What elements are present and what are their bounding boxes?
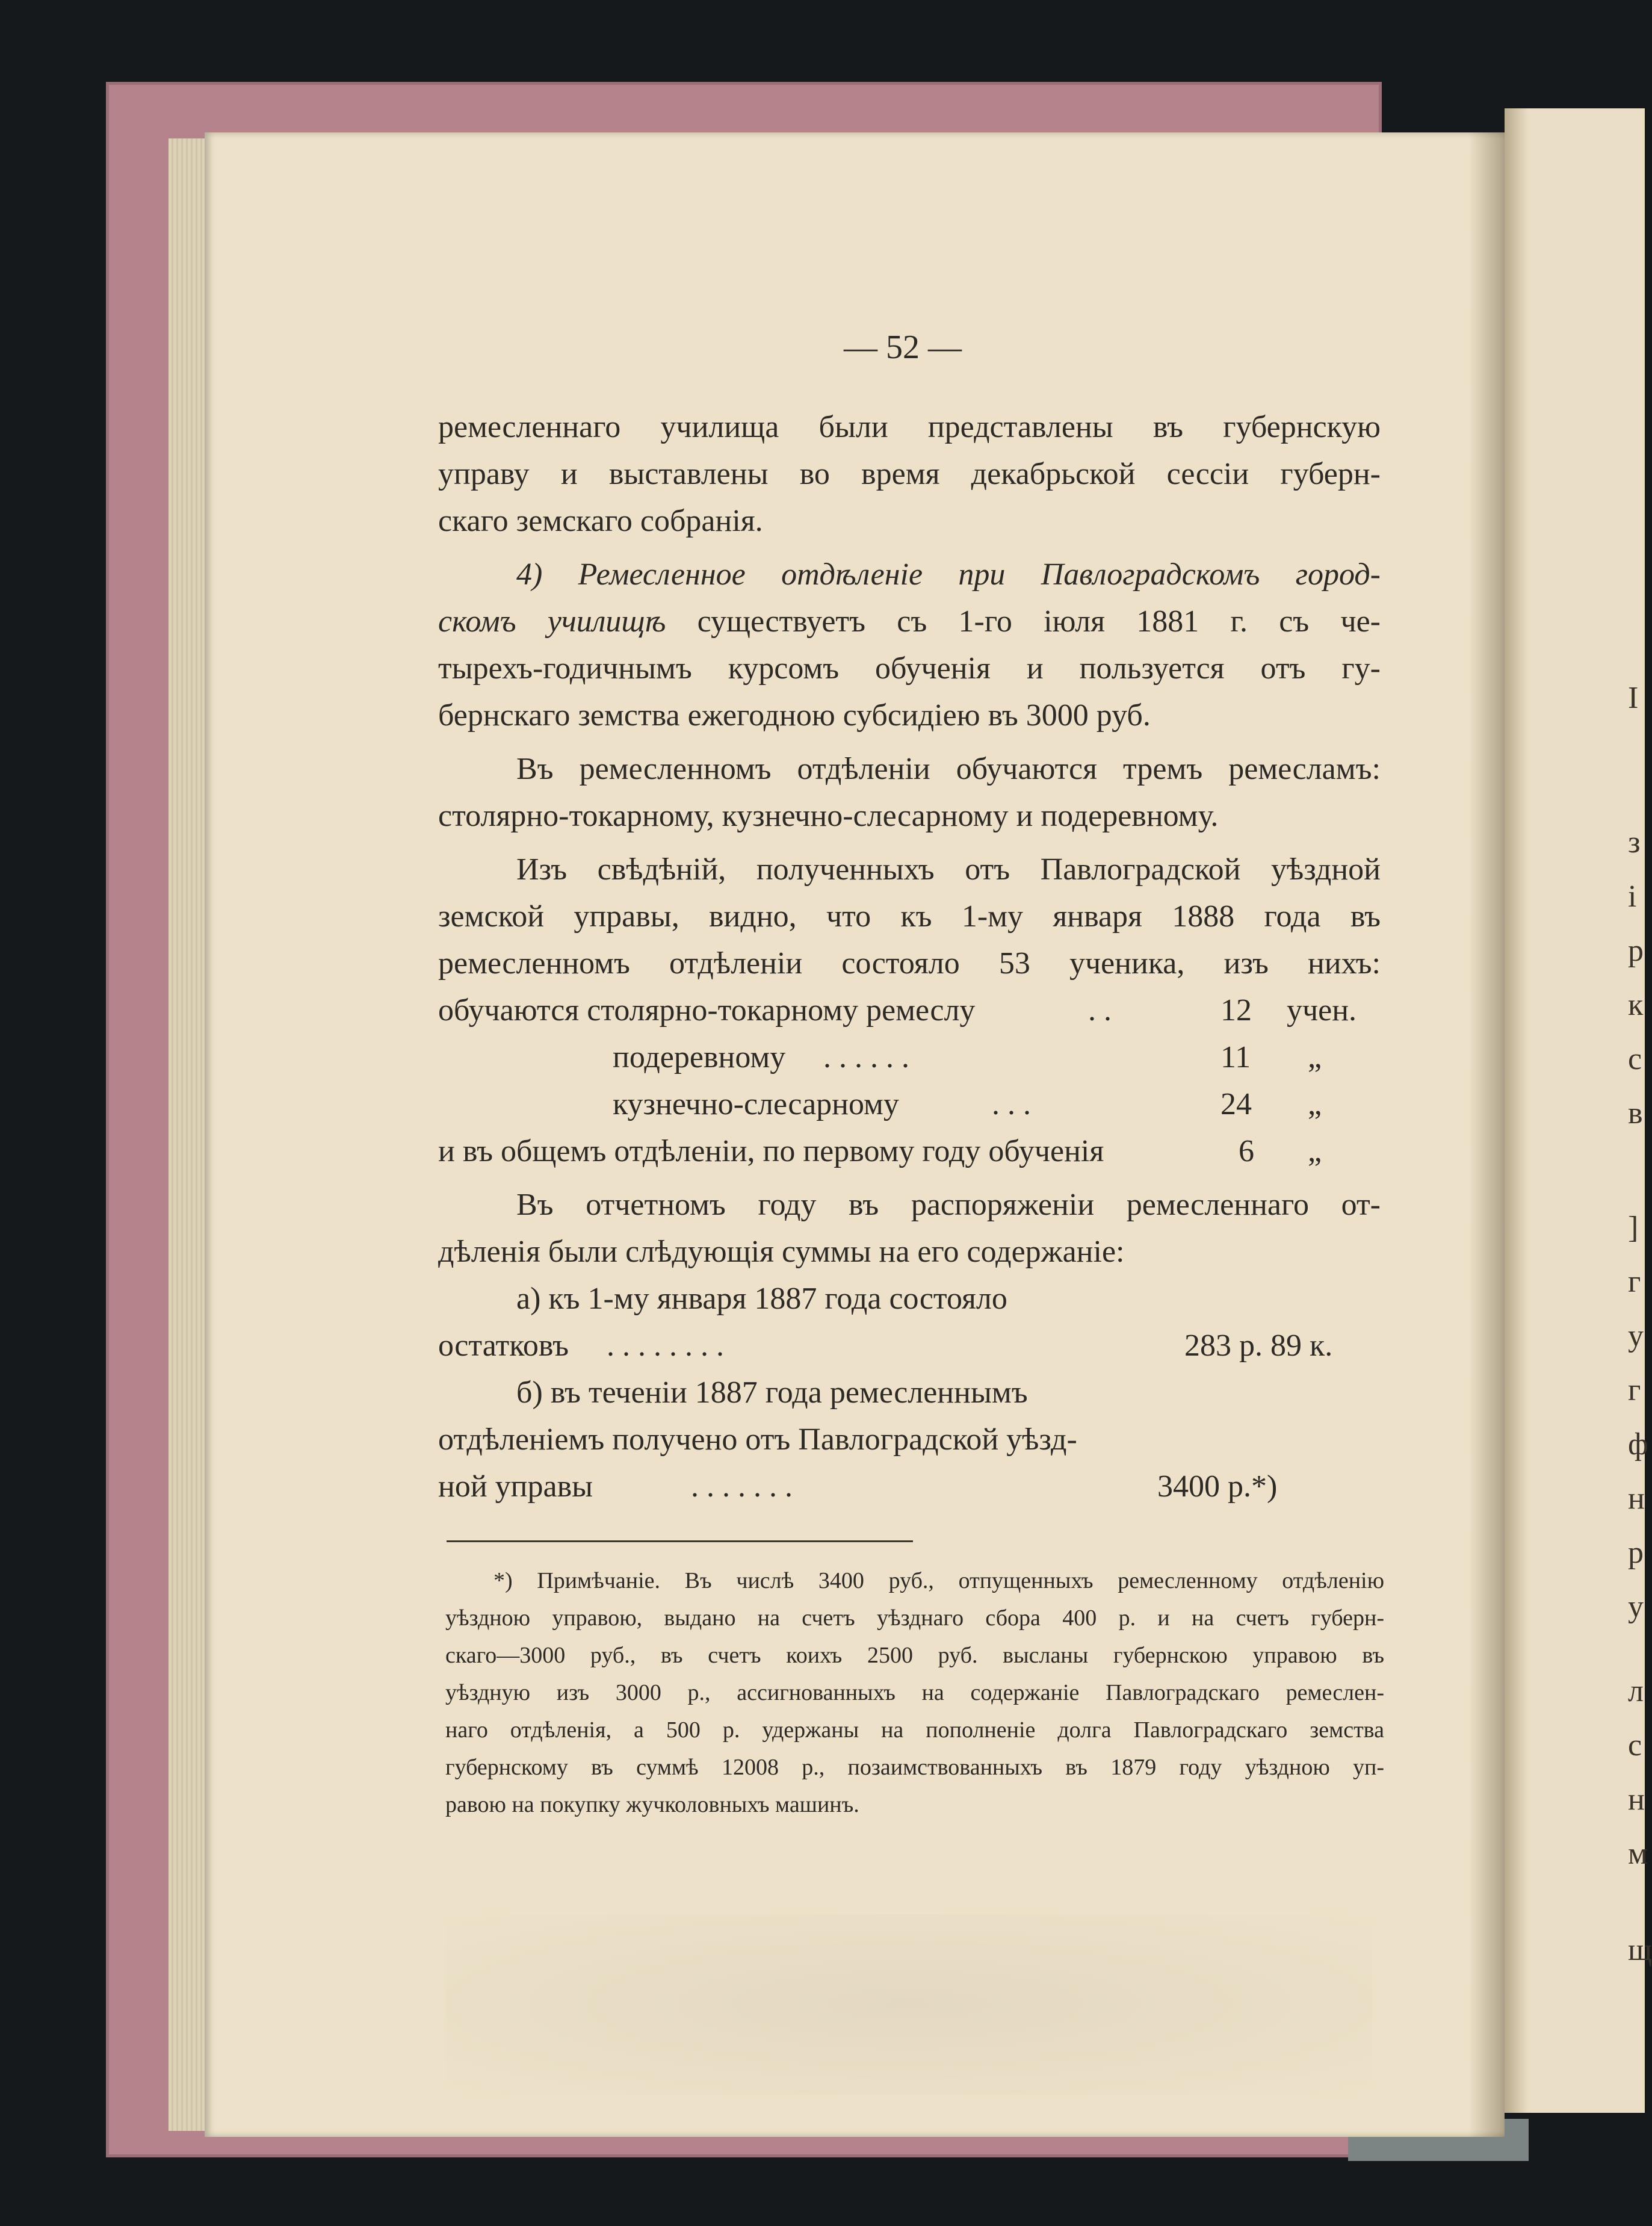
facing-page-fragment: г <box>1628 1265 1641 1299</box>
text-line: скаго земскаго собранія. <box>438 504 763 538</box>
sums-b-dots: . . . . . . . <box>691 1469 793 1504</box>
students-row-count: 12 <box>1220 993 1252 1028</box>
section-heading-continuation: скомъ училищѣ <box>438 604 666 639</box>
sums-row <box>438 1419 1381 1461</box>
footnote-line: уѣздною управою, выдано на счетъ уѣзднаго сбора 400 р. и на счетъ губерн- <box>445 1605 1384 1631</box>
students-row <box>438 990 1381 1032</box>
students-row-dots: . . . . . . <box>823 1040 909 1074</box>
students-row-dots: . . . <box>992 1087 1031 1121</box>
facing-page-gutter <box>1505 108 1529 2113</box>
sums-row <box>438 1278 1381 1320</box>
text-line: земской управы, видно, что къ 1-му января 1888 года въ <box>438 899 1381 934</box>
text-line: управу и выставлены во время декабрьской сессіи губерн- <box>438 457 1381 491</box>
sums-row <box>438 1466 1381 1508</box>
students-row-dots: . . <box>1088 993 1112 1028</box>
sums-b-line1: б) въ теченіи 1887 года ремесленнымъ <box>516 1375 1028 1410</box>
facing-page-fragment: к <box>1628 988 1644 1022</box>
facing-page-fragment: з <box>1628 825 1641 860</box>
text-line: бернскаго земства ежегодною субсидіею въ 3000 руб. <box>438 698 1151 733</box>
section-heading <box>438 554 1381 596</box>
sums-row <box>438 1325 1381 1367</box>
students-row <box>438 1037 1381 1079</box>
facing-page-fragment: в <box>1628 1096 1643 1130</box>
students-row-count: 6 <box>1239 1134 1254 1168</box>
students-row-label: и въ общемъ отдѣленіи, по первому году обученія <box>438 1134 1104 1168</box>
facing-page-fragment: ] <box>1628 1211 1639 1245</box>
facing-page-fragment: ф <box>1628 1427 1648 1462</box>
sums-b-line2: отдѣленіемъ получено отъ Павлоградской уѣзд- <box>438 1422 1077 1457</box>
text-line: ремесленнаго училища были представлены въ губернскую <box>438 410 1381 444</box>
facing-page-fragment: у <box>1628 1319 1644 1353</box>
page-number: — 52 — <box>844 329 962 366</box>
facing-page-fragment: л <box>1628 1674 1644 1708</box>
footnote-line: скаго—3000 руб., въ счетъ коихъ 2500 руб. высланы губернскою управою въ <box>445 1643 1384 1668</box>
facing-page-fragment: і <box>1628 879 1637 914</box>
facing-page-fragment: І <box>1628 681 1639 715</box>
students-row <box>438 1130 1381 1173</box>
sums-a-line2: остатковъ <box>438 1328 569 1363</box>
facing-page-fragment: н <box>1628 1481 1645 1516</box>
text-line: Изъ свѣдѣній, полученныхъ отъ Павлоградской уѣздной <box>516 852 1381 887</box>
text-line <box>438 601 1381 643</box>
footnote-line: наго отдѣленія, а 500 р. удержаны на пополненіе долга Павлоградскаго земства <box>445 1717 1384 1743</box>
facing-page <box>1505 108 1652 2113</box>
footnote-line: равою на покупку жучколовныхъ машинъ. <box>445 1792 859 1817</box>
sums-a-value: 283 р. 89 к. <box>1184 1328 1333 1363</box>
facing-page-fragment: н <box>1628 1782 1645 1817</box>
students-row-unit: „ <box>1308 1134 1322 1168</box>
sums-a-line1: а) къ 1-му января 1887 года состояло <box>516 1282 1007 1316</box>
sums-row <box>438 1372 1381 1414</box>
sums-a-dots: . . . . . . . . <box>607 1328 724 1363</box>
text-line: тырехъ-годичнымъ курсомъ обученія и пользуется отъ гу- <box>438 651 1381 686</box>
students-row-label: подеревному <box>613 1040 786 1074</box>
section-heading-text: 4) Ремесленное отдѣленіе при Павлоградскомъ город- <box>516 557 1381 592</box>
text-line: Въ отчетномъ году въ распоряженіи ремесленнаго от- <box>516 1188 1381 1222</box>
footnote-line: губернскому въ суммѣ 12008 р., позаимствованныхъ въ 1879 году уѣздною уп- <box>445 1755 1384 1780</box>
facing-page-fragment: у <box>1628 1590 1644 1624</box>
text-line: дѣленія были слѣдующія суммы на его содержаніе: <box>438 1235 1125 1269</box>
facing-page-fragment: с <box>1628 1042 1642 1076</box>
facing-page-fragment: р <box>1628 1536 1644 1570</box>
bleed-through <box>445 1914 1372 2095</box>
text-line: столярно-токарному, кузнечно-слесарному и подеревному. <box>438 799 1219 833</box>
facing-page-fragment: р <box>1628 934 1644 968</box>
page-gutter-shadow <box>1468 132 1505 2137</box>
footnote-rule <box>447 1540 913 1542</box>
facing-page-fragment: м <box>1628 1837 1648 1871</box>
students-row-label: обучаются столярно-токарному ремеслу <box>438 993 976 1028</box>
footnote-line: *) Примѣчаніе. Въ числѣ 3400 руб., отпущенныхъ ремесленному отдѣленію <box>493 1568 1384 1593</box>
footnote-line: уѣздную изъ 3000 р., ассигнованныхъ на содержаніе Павлоградскаго ремеслен- <box>445 1680 1384 1705</box>
students-row <box>438 1084 1381 1126</box>
facing-page-fragment: с <box>1628 1728 1642 1763</box>
text-line: ремесленномъ отдѣленіи состояло 53 ученика, изъ нихъ: <box>438 946 1381 981</box>
sums-b-value: 3400 р.*) <box>1157 1469 1278 1504</box>
students-row-unit: „ <box>1308 1087 1322 1121</box>
sums-b-line3: ной управы <box>438 1469 593 1504</box>
students-row-unit: учен. <box>1287 993 1357 1028</box>
students-row-label: кузнечно-слесарному <box>613 1087 899 1121</box>
students-row-unit: „ <box>1308 1040 1322 1074</box>
text-line: Въ ремесленномъ отдѣленіи обучаются тремъ ремесламъ: <box>516 752 1381 786</box>
text-span: существуетъ съ 1-го іюля 1881 г. съ че- <box>697 604 1381 639</box>
students-row-count: 11 <box>1220 1040 1251 1074</box>
facing-page-fragment: щ <box>1628 1933 1652 1967</box>
facing-page-fragment: г <box>1628 1373 1641 1407</box>
students-row-count: 24 <box>1220 1087 1252 1121</box>
